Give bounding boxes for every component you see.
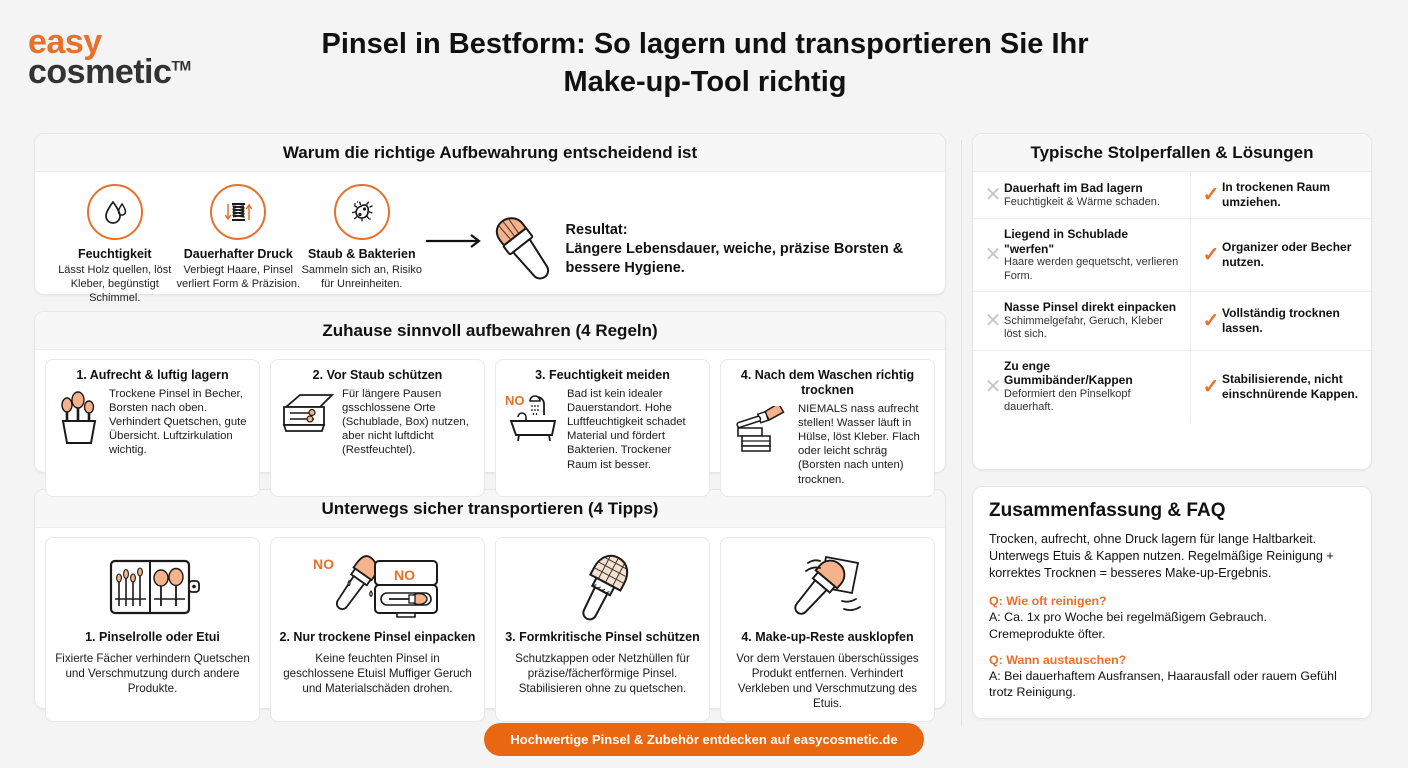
card-title: 1. Pinselrolle oder Etui (85, 630, 220, 644)
why-body (35, 172, 945, 305)
solution-cell (1191, 351, 1371, 423)
why-item-desc: Sammeln sich an, Risiko für Unreinheiten. (301, 264, 422, 291)
faq-item (989, 593, 1355, 642)
travel-card-shape-protect (495, 537, 710, 722)
cross-icon: ✕ (984, 244, 1002, 267)
card-title: 2. Vor Staub schützen (312, 368, 443, 382)
card-text: Trockene Pinsel in Becher, Borsten nach oben. Verhindert Quetschen, gute Übersicht. Luftzirkulation wichtig. (109, 388, 247, 457)
card-text: Schutzkappen oder Netzhüllen für präzise/fächerförmige Pinsel. Stabilisieren ohne zu quetschen. (515, 652, 690, 696)
pitfall-title: Nasse Pinsel direkt einpacken (1004, 300, 1177, 315)
pitfall-title: Dauerhaft im Bad lagern (1004, 180, 1143, 195)
makeup-brush-icon (486, 208, 560, 291)
card-text: Fixierte Fächer verhindern Quetschen und Verschmutzung durch andere Produkte. (55, 652, 250, 696)
table-row (973, 218, 1371, 291)
check-icon: ✓ (1202, 309, 1220, 332)
brand-logo-line2 (28, 52, 191, 91)
home-card-avoid-moisture (495, 359, 710, 497)
faq-question: Q: Wann austauschen? (989, 652, 1127, 667)
solution-cell (1191, 219, 1371, 291)
card-title: 4. Make-up-Reste ausklopfen (741, 630, 914, 644)
pitfalls-heading: Typische Stolperfallen & Lösungen (973, 134, 1371, 172)
column-divider (961, 140, 962, 726)
bathtub-shower-no-icon (505, 387, 561, 452)
solution-text: Organizer oder Becher nutzen. (1222, 240, 1352, 270)
cta-container (0, 723, 1408, 756)
section-home-storage (34, 311, 946, 486)
faq-question: Q: Wie oft reinigen? (989, 594, 1107, 608)
cross-icon: ✕ (984, 309, 1002, 332)
bacteria-icon (334, 184, 390, 240)
right-column (972, 133, 1372, 719)
card-text: Keine feuchten Pinsel in geschlossene Etuisl Muffiger Geruch und Materialschäden drohen. (283, 652, 472, 696)
faq-answer: A: Ca. 1x pro Woche bei regelmäßigem Gebrauch. Cremeprodukte öfter. (989, 610, 1268, 641)
table-row (973, 172, 1371, 218)
faq-heading: Zusammenfassung & FAQ (989, 500, 1226, 521)
pitfall-sub: Haare werden gequetscht, verlieren Form. (1004, 256, 1179, 282)
no-badge-label: NO (505, 393, 525, 408)
why-result (486, 184, 931, 291)
travel-cards (35, 528, 945, 732)
brand-logo (28, 23, 191, 91)
card-text: Bad ist kein idealer Dauerstandort. Hohe Luftfeuchtigkeit schadet Material und fördert Bakterien. Trockener Raum ist besser. (567, 388, 686, 471)
brush-net-cap-icon (560, 548, 646, 626)
check-icon: ✓ (1202, 184, 1220, 206)
no-badge-right: NO (393, 567, 415, 583)
brush-tapping-icon (780, 548, 876, 626)
page-title: Pinsel in Bestform: So lagern und transportieren Sie Ihr Make-up-Tool richtig (321, 28, 1089, 98)
pitfall-sub: Schimmelgefahr, Geruch, Kleber löst sich. (1004, 314, 1163, 341)
why-result-label: Resultat: (565, 222, 628, 239)
brush-roll-case-icon (101, 548, 205, 626)
pitfall-cell (973, 292, 1191, 349)
table-row (973, 350, 1371, 423)
cross-icon: ✕ (984, 375, 1002, 398)
pitfall-sub: Deformiert den Pinselkopf dauerhaft. (1004, 387, 1131, 414)
card-text: NIEMALS nass aufrecht stellen! Wasser läuft in Hülse, löst Kleber. Flach oder leicht schräg (Borsten nach unten) trocknen. (798, 403, 920, 486)
travel-heading: Unterwegs sicher transportieren (4 Tipps) (35, 490, 945, 528)
left-column (34, 133, 946, 709)
travel-card-brush-roll (45, 537, 260, 722)
pitfall-cell (973, 172, 1191, 218)
home-card-dust-protection (270, 359, 485, 497)
compression-spring-icon (210, 184, 266, 240)
card-title: 2. Nur trockene Pinsel einpacken (279, 630, 476, 644)
drawer-box-icon (280, 387, 336, 442)
why-result-text (566, 221, 931, 278)
page-header (0, 0, 1408, 126)
check-icon: ✓ (1202, 375, 1220, 398)
card-text: Vor dem Verstauen überschüssiges Produkt entfernen. Verhindert Verkleben und Verschmutzung des Etuis. (736, 652, 919, 711)
water-drop-icon (87, 184, 143, 240)
why-item-desc: Lässt Holz quellen, löst Kleber, begünstigt Schimmel. (58, 264, 172, 305)
table-row (973, 291, 1371, 349)
section-travel-transport (34, 489, 946, 709)
why-item-dust-bacteria (300, 184, 424, 291)
pitfall-title: Zu enge Gummibänder/Kappen (1004, 358, 1133, 388)
pitfalls-table (973, 172, 1371, 423)
section-why-storage-matters (34, 133, 946, 305)
card-title: 1. Aufrecht & luftig lagern (76, 368, 229, 382)
cross-icon: ✕ (984, 184, 1002, 206)
pitfall-sub: Feuchtigkeit & Wärme schaden. (1004, 195, 1160, 208)
faq-summary: Trocken, aufrecht, ohne Druck lagern für lange Haltbarkeit. Unterwegs Etuis & Kappen nutzen. Regelmäßige Reinigung + korrektes Trocknen = besseres Make-up-Ergebnis. (989, 532, 1334, 580)
why-item-title: Feuchtigkeit (77, 247, 152, 261)
solution-cell (1191, 172, 1371, 218)
brand-logo-line1: easy (28, 23, 102, 61)
travel-card-dry-only (270, 537, 485, 722)
trademark-symbol: TM (171, 57, 191, 74)
check-icon: ✓ (1202, 244, 1220, 267)
shop-cta-button[interactable]: Hochwertige Pinsel & Zubehör entdecken auf easycosmetic.de (484, 723, 923, 756)
why-result-body: Längere Lebensdauer, weiche, präzise Borsten & bessere Hygiene. (565, 241, 904, 276)
why-heading: Warum die richtige Aufbewahrung entscheidend ist (35, 134, 945, 172)
arrow-right-icon (424, 184, 486, 250)
card-title: 4. Nach dem Waschen richtig trocknen (740, 368, 915, 397)
card-title: 3. Formkritische Pinsel schützen (505, 630, 700, 644)
pitfall-cell (973, 219, 1191, 291)
home-heading: Zuhause sinnvoll aufbewahren (4 Regeln) (35, 312, 945, 350)
pitfall-title: Liegend in Schublade "werfen" (1004, 227, 1129, 256)
pitfall-cell (973, 351, 1191, 423)
solution-cell (1191, 292, 1371, 349)
solution-text: Stabilisierende, nicht einschnürende Kappen. (1222, 371, 1359, 401)
solution-text: Vollständig trocknen lassen. (1222, 305, 1340, 335)
home-card-upright (45, 359, 260, 497)
section-pitfalls-solutions (972, 133, 1372, 470)
brand-logo-word: cosmetic (28, 52, 172, 91)
no-badge-left: NO (312, 556, 334, 572)
why-item-pressure (177, 184, 301, 291)
why-item-title: Dauerhafter Druck (183, 247, 293, 261)
travel-card-tap-residue (720, 537, 935, 722)
card-title: 3. Feuchtigkeit meiden (535, 368, 670, 382)
faq-answer: A: Bei dauerhaftem Ausfransen, Haarausfall oder rauem Gefühl trotz Reinigung. (989, 669, 1337, 700)
home-card-drying (720, 359, 935, 497)
card-text: Für längere Pausen gsschlossene Orte (Schublade, Box) nutzen, aber nicht luftdicht (Restfeuchtel). (342, 388, 469, 457)
why-item-title: Staub & Bakterien (307, 247, 416, 261)
section-summary-faq (972, 486, 1372, 719)
why-item-desc: Verbiegt Haare, Pinsel verliert Form & Präzision. (176, 264, 301, 291)
faq-item (989, 652, 1355, 701)
wet-brush-case-no-icon (313, 548, 443, 626)
brush-drying-flat-icon (730, 402, 792, 463)
why-item-moisture (53, 184, 177, 305)
solution-text: In trockenen Raum umziehen. (1222, 180, 1331, 209)
brush-cup-icon (55, 387, 103, 452)
